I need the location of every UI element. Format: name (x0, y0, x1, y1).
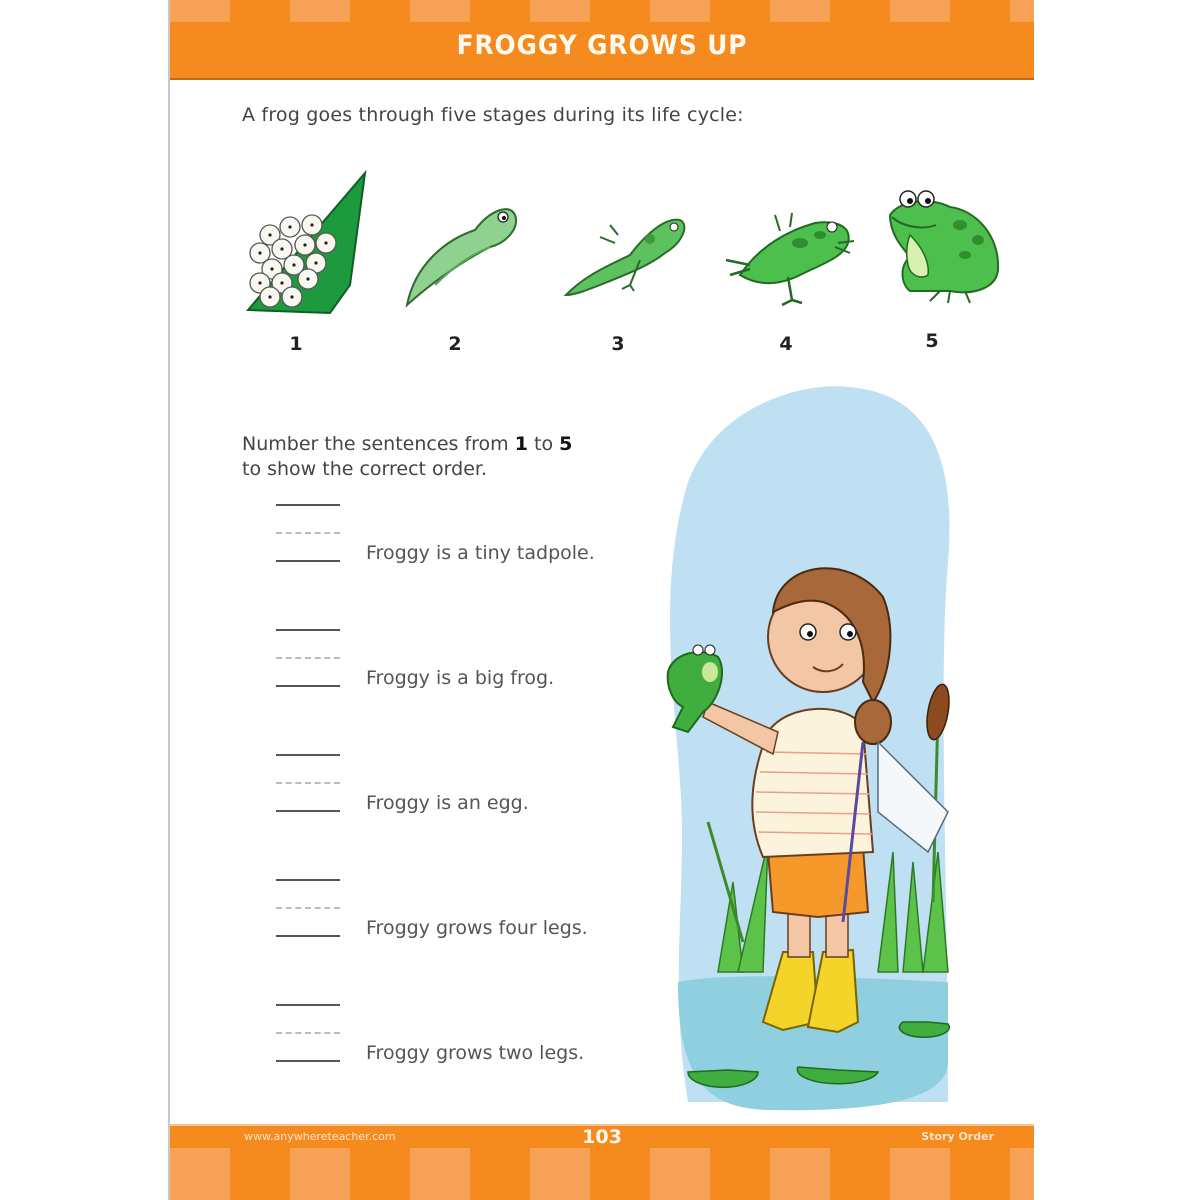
answer-row-3 (276, 754, 676, 824)
footer-band (170, 1124, 1034, 1200)
sentence: Froggy is a big frog. (366, 667, 555, 689)
frog-eggs-icon (230, 165, 370, 325)
tadpole-icon (395, 165, 535, 325)
stage-number: 4 (779, 333, 793, 355)
sentence: Froggy is an egg. (366, 792, 529, 814)
answer-blank[interactable] (276, 685, 340, 687)
life-cycle-stages (230, 165, 1010, 365)
answer-row-4 (276, 879, 676, 949)
answer-blank[interactable] (276, 810, 340, 812)
footer-section-label: Story Order (921, 1130, 994, 1143)
stage-3 (560, 165, 700, 365)
girl-holding-frog-illustration (648, 382, 988, 1117)
stage-1 (230, 165, 370, 365)
froglet-four-legs-icon (720, 165, 860, 325)
stage-5 (870, 165, 1010, 365)
girl-frog-pond-icon (648, 382, 988, 1117)
sentence: Froggy grows four legs. (366, 917, 588, 939)
tadpole-two-legs-icon (560, 165, 700, 325)
answer-row-5 (276, 1004, 676, 1074)
instructions-to: 5 (559, 433, 573, 455)
stage-number: 2 (448, 333, 462, 355)
footer-stripes (170, 1148, 1034, 1200)
header-stripes (170, 0, 1034, 22)
answer-row-2 (276, 629, 676, 699)
instructions-line2: to show the correct order. (242, 458, 488, 480)
header-band (170, 0, 1034, 80)
answer-blank[interactable] (276, 1060, 340, 1062)
sentence: Froggy grows two legs. (366, 1042, 585, 1064)
stage-number: 5 (925, 330, 939, 352)
instructions-text: Number the sentences from (242, 433, 515, 455)
intro-text: A frog goes through five stages during its life cycle: (242, 104, 744, 126)
stage-4 (720, 165, 860, 365)
instructions-from: 1 (514, 433, 528, 455)
adult-frog-icon (870, 165, 1010, 325)
answer-row-1 (276, 504, 676, 574)
instructions-text: to (527, 433, 560, 455)
sentence: Froggy is a tiny tadpole. (366, 542, 595, 564)
page-number: 103 (582, 1126, 622, 1148)
answer-blank[interactable] (276, 560, 340, 562)
stage-2 (395, 165, 535, 365)
instructions (242, 432, 642, 482)
stage-number: 3 (611, 333, 625, 355)
worksheet-page (168, 0, 1032, 1200)
page-title: FROGGY GROWS UP (456, 30, 748, 61)
stage-number: 1 (289, 333, 303, 355)
answer-blank[interactable] (276, 935, 340, 937)
footer-url: www.anywhereteacher.com (244, 1130, 396, 1143)
